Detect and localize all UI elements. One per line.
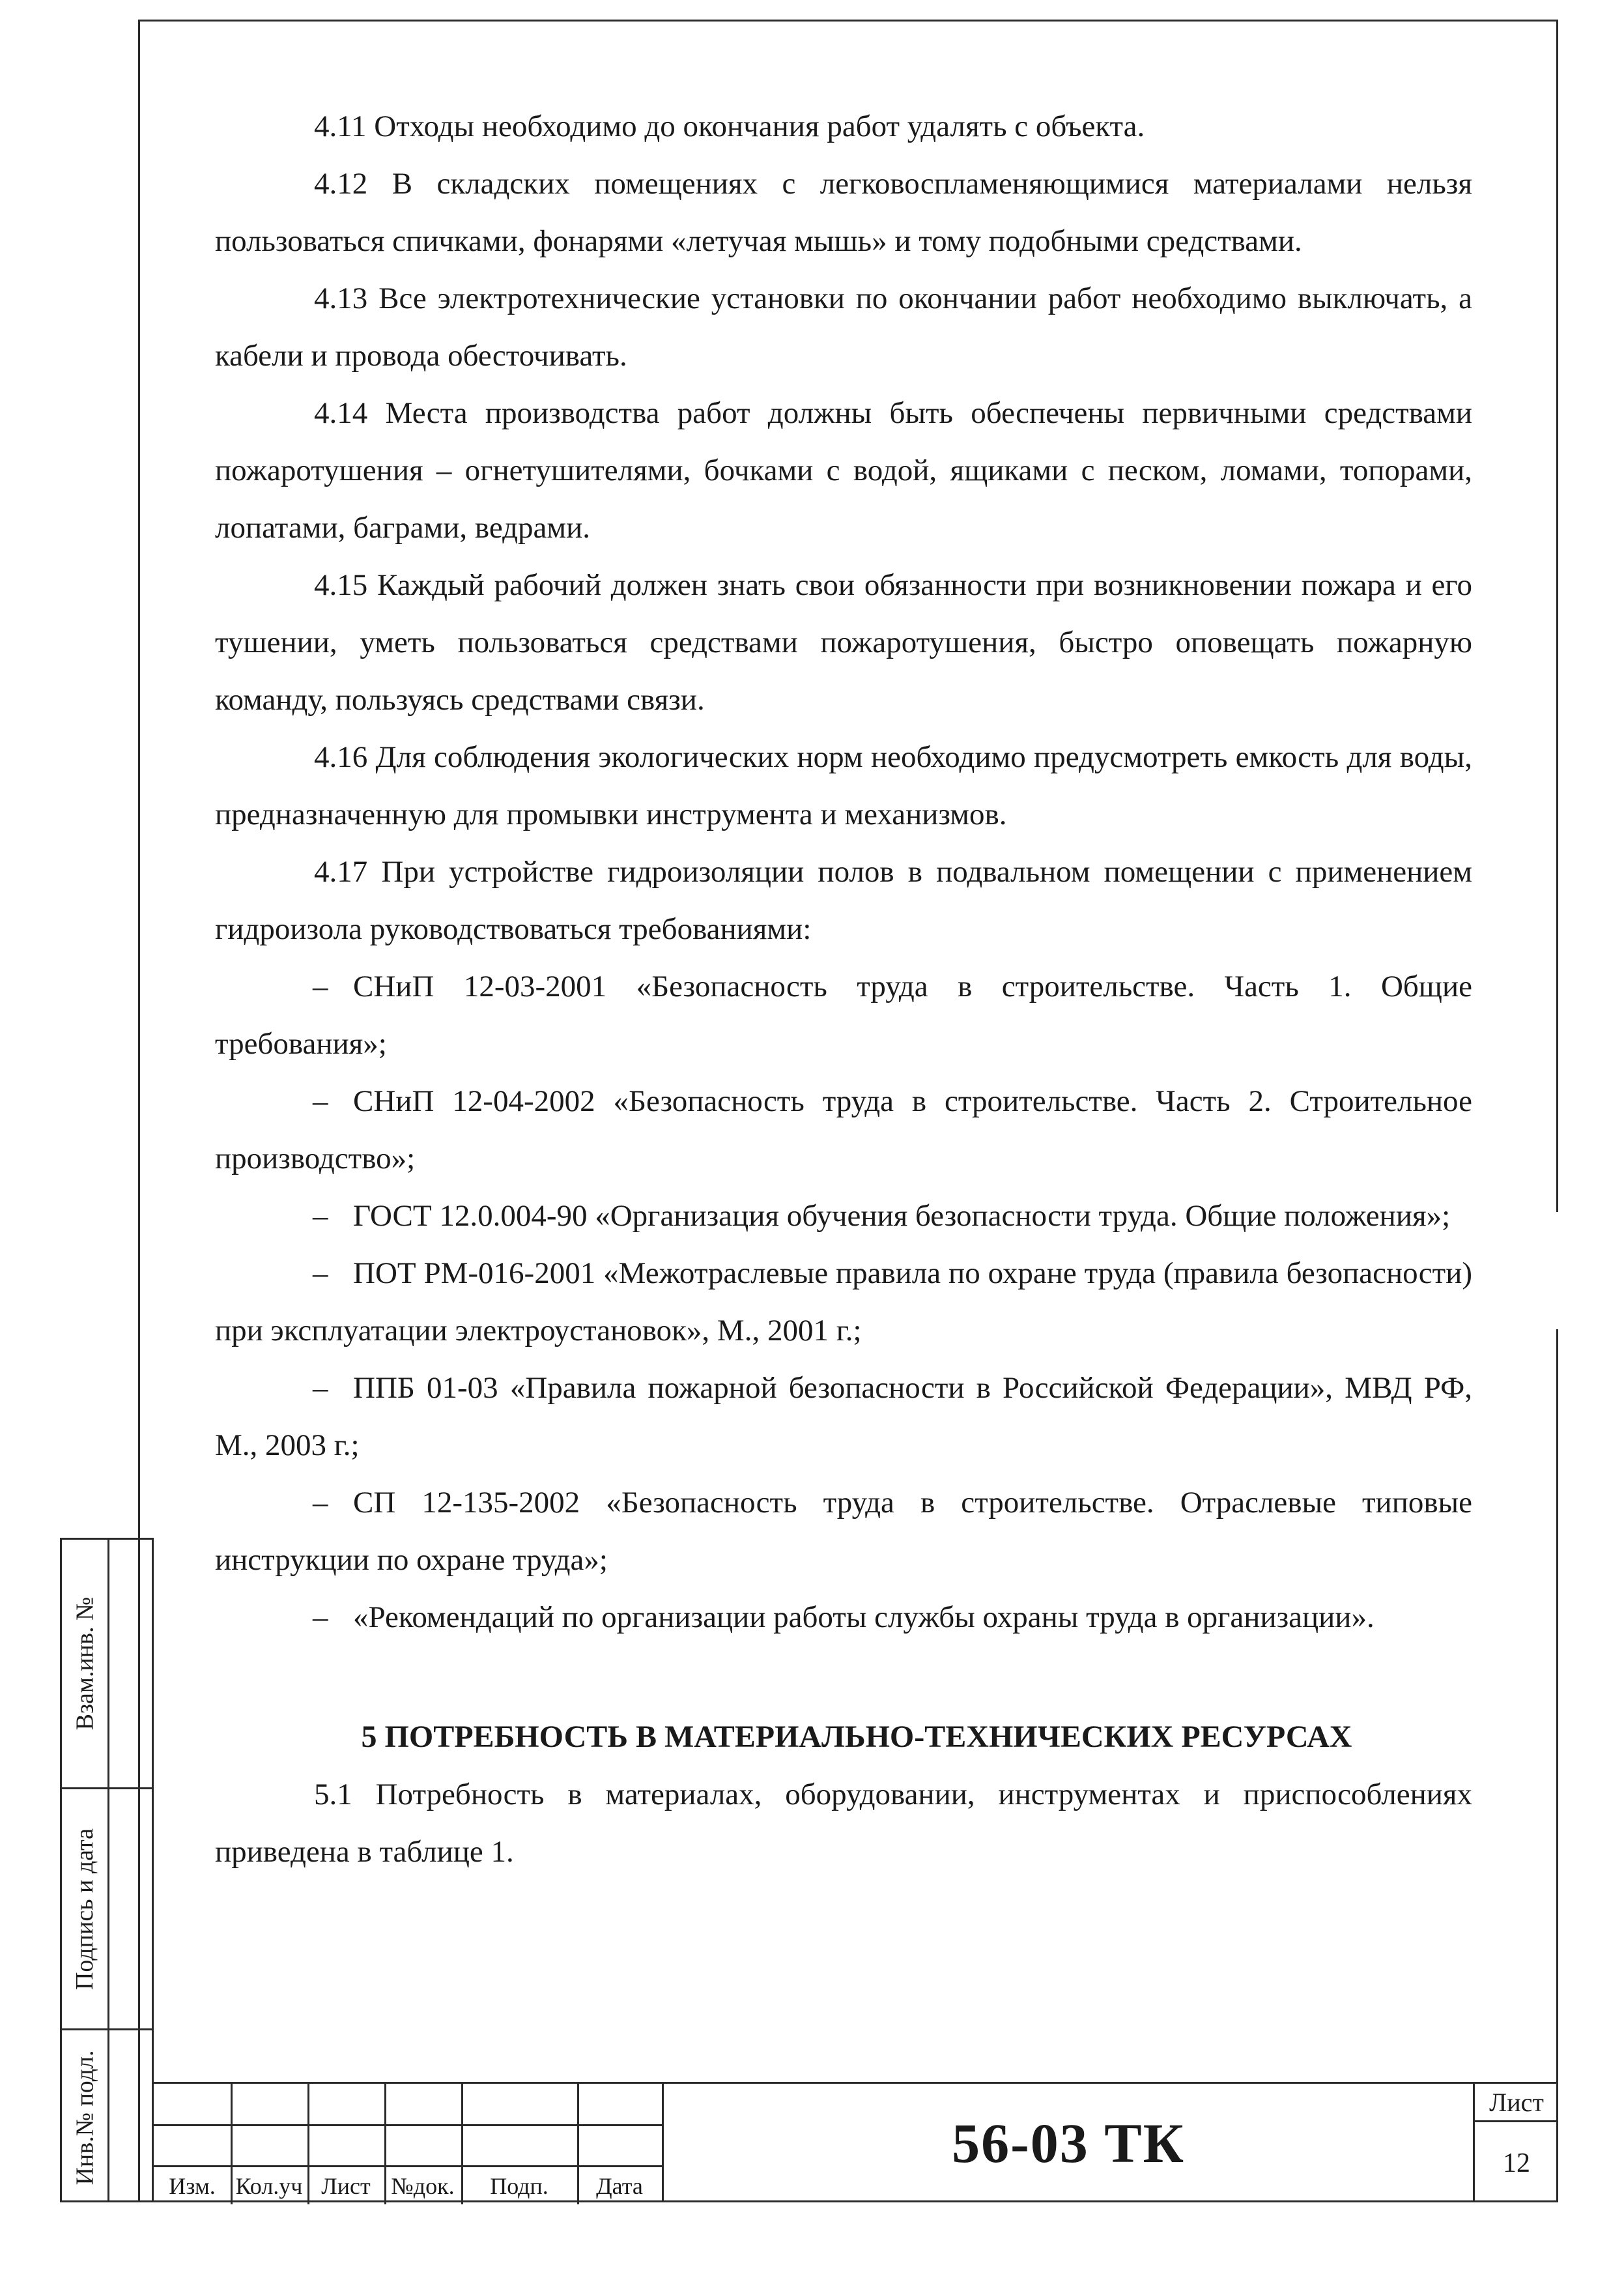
column-doc-number: №док. <box>391 2172 455 2199</box>
list-item <box>215 1589 1472 1646</box>
revision-grid-row <box>154 2124 662 2126</box>
list-item <box>215 958 1472 1073</box>
list-item <box>215 1474 1472 1589</box>
paragraph-4-16: 4.16 Для соблюдения экологических норм необходимо предусмотреть емкость для воды, предназначенную для промывки инструмента и механизмов. <box>215 740 1472 831</box>
paragraph-4-12: 4.12 В складских помещениях с легковоспламеняющимися материалами нельзя пользоваться спичками, фонарями «летучая мышь» и тому подобными средствами. <box>215 167 1472 258</box>
section-heading: 5 ПОТРЕБНОСТЬ В МАТЕРИАЛЬНО-ТЕХНИЧЕСКИХ РЕСУРСАХ <box>361 1720 1352 1754</box>
list-item-text: «Рекомендаций по организации работы службы охраны труда в организации». <box>353 1600 1375 1634</box>
paragraph-4-17: 4.17 При устройстве гидроизоляции полов в подвальном помещении с применением гидроизола руководствоваться требованиями: <box>215 855 1472 946</box>
title-block <box>154 2082 1558 2202</box>
list-dash: – <box>313 1600 328 1634</box>
list-dash: – <box>313 1256 328 1290</box>
list-item-text: СНиП 12-03-2001 «Безопасность труда в строительстве. Часть 1. Общие требования»; <box>215 970 1472 1061</box>
replacement-inv-cell <box>62 1540 107 1787</box>
replacement-inv-label: Взам.инв. № <box>71 1596 99 1731</box>
signature-date-label: Подпись и дата <box>71 1828 99 1990</box>
paragraph-4-15: 4.15 Каждый рабочий должен знать свои обязанности при возникновении пожара и его тушении, уметь пользоваться средствами пожаротушения, быстро оповещать пожарную команду, пользуясь средствами связи. <box>215 568 1472 717</box>
paragraph-4-11: 4.11 Отходы необходимо до окончания работ удалять с объекта. <box>314 109 1145 143</box>
sheet-cell <box>1473 2082 1558 2202</box>
signature-date-cell <box>62 1789 107 2028</box>
list-item-text: ППБ 01-03 «Правила пожарной безопасности в Российской Федерации», МВД РФ, М., 2003 г.; <box>215 1371 1472 1462</box>
list-item-text: ПОТ РМ-016-2001 «Межотраслевые правила по охране труда (правила безопасности) при эксплуатации электроустановок», М., 2001 г.; <box>215 1256 1472 1347</box>
document-body <box>215 98 1472 1880</box>
column-kol-uch: Кол.уч <box>235 2172 303 2199</box>
document-code: 56-03 ТК <box>662 2082 1473 2202</box>
column-signature: Подп. <box>490 2172 548 2199</box>
list-dash: – <box>313 970 328 1003</box>
list-dash: – <box>313 1084 328 1118</box>
list-dash: – <box>313 1371 328 1405</box>
original-inv-label: Инв.№ подл. <box>71 2049 99 2185</box>
sheet-label: Лист <box>1475 2084 1558 2122</box>
list-item <box>215 1187 1472 1245</box>
list-item-text: СНиП 12-04-2002 «Безопасность труда в строительстве. Часть 2. Строительное производство»; <box>215 1084 1472 1175</box>
list-item-text: ГОСТ 12.0.004-90 «Организация обучения безопасности труда. Общие положения»; <box>353 1199 1451 1233</box>
paragraph-4-14: 4.14 Места производства работ должны быть обеспечены первичными средствами пожаротушения – огнетушителями, бочками с водой, ящиками с песком, ломами, топорами, лопатами, баграми, ведрами. <box>215 396 1472 545</box>
sheet-number: 12 <box>1503 2148 1530 2178</box>
list-item-text: СП 12-135-2002 «Безопасность труда в строительстве. Отраслевые типовые инструкции по охране труда»; <box>215 1486 1472 1577</box>
paragraph-4-13: 4.13 Все электротехнические установки по окончании работ необходимо выключать, а кабели и провода обесточивать. <box>215 281 1472 373</box>
column-list: Лист <box>321 2172 371 2199</box>
revision-grid <box>154 2082 662 2202</box>
list-dash: – <box>313 1486 328 1520</box>
side-stamp-divider <box>107 1540 109 2200</box>
frame-gap <box>1556 1212 1561 1329</box>
original-inv-cell <box>62 2030 107 2204</box>
list-item <box>215 1245 1472 1359</box>
paragraph-5-1: 5.1 Потребность в материалах, оборудовании, инструментах и приспособлениях приведена в таблице 1. <box>215 1778 1472 1869</box>
list-item <box>215 1073 1472 1187</box>
column-izm: Изм. <box>169 2172 216 2199</box>
list-dash: – <box>313 1199 328 1233</box>
list-item <box>215 1359 1472 1474</box>
column-date: Дата <box>596 2172 643 2199</box>
side-stamp <box>60 1538 154 2202</box>
